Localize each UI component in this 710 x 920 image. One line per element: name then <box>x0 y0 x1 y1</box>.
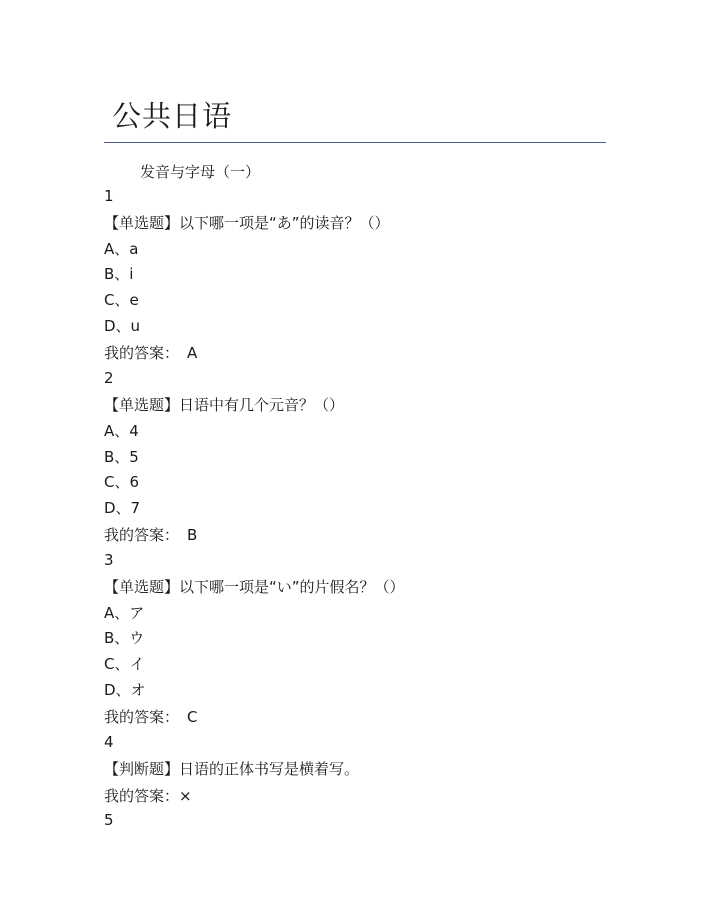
option-c: C、イ <box>104 655 145 673</box>
answer-label: 我的答案： <box>104 787 180 805</box>
option-c: C、e <box>104 291 139 309</box>
my-answer <box>104 525 197 545</box>
my-answer <box>104 343 197 363</box>
question-number: 4 <box>104 733 114 751</box>
answer-label: 我的答案： <box>104 344 180 362</box>
answer-label: 我的答案： <box>104 708 180 726</box>
option-a: A、4 <box>104 422 139 440</box>
option-d: D、オ <box>104 681 146 699</box>
question-number: 3 <box>104 551 114 569</box>
option-a: A、ア <box>104 604 145 622</box>
question-stem: 【单选题】日语中有几个元音？（） <box>104 396 345 414</box>
my-answer <box>104 786 192 806</box>
option-d: D、7 <box>104 499 141 517</box>
answer-value: × <box>179 787 192 805</box>
answer-value: C <box>187 708 198 726</box>
question-stem: 【判断题】日语的正体书写是横着写。 <box>104 760 360 778</box>
option-d: D、u <box>104 317 141 335</box>
question-number: 2 <box>104 369 114 387</box>
question-stem: 【单选题】以下哪一项是“あ”的读音？（） <box>104 214 390 232</box>
answer-value: B <box>187 526 198 544</box>
answer-label: 我的答案： <box>104 526 180 544</box>
option-b: B、5 <box>104 448 139 466</box>
question-number: 1 <box>104 187 114 205</box>
answer-value: A <box>187 344 198 362</box>
section-title: 发音与字母（一） <box>140 163 261 181</box>
option-a: A、a <box>104 240 139 258</box>
option-b: B、ウ <box>104 629 145 647</box>
question-stem: 【单选题】以下哪一项是“い”的片假名？（） <box>104 578 405 596</box>
my-answer <box>104 707 198 727</box>
page-title: 公共日语 <box>112 99 233 133</box>
question-number: 5 <box>104 811 114 829</box>
title-divider <box>104 142 606 143</box>
option-c: C、6 <box>104 473 140 491</box>
option-b: B、i <box>104 265 134 283</box>
